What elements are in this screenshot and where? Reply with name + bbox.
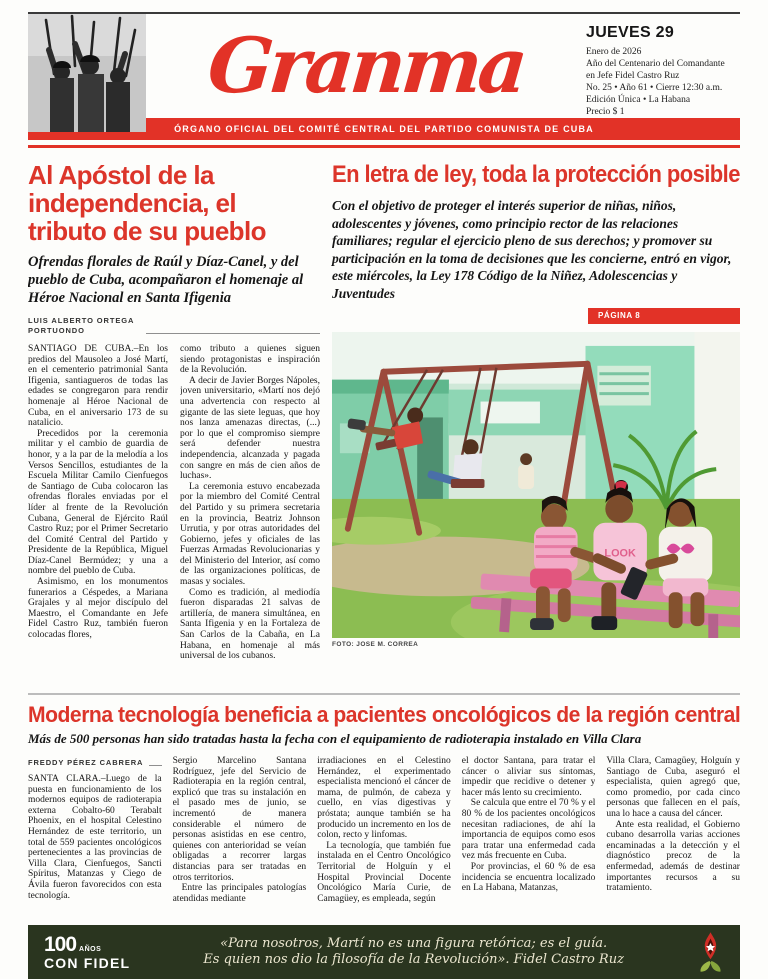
tech-byline-row (28, 758, 162, 768)
tech-body-col-3 (317, 756, 451, 916)
logo-con-fidel: CON FIDEL (44, 955, 131, 971)
revolutionaries-photo (28, 14, 146, 132)
paragraph: en Jefe Fidel Castro Ruz (586, 71, 680, 81)
masthead (28, 14, 740, 118)
tech-body-col-1 (28, 756, 162, 916)
front-page-main (28, 161, 740, 683)
article-tribute-marti (28, 161, 320, 683)
tech-body (28, 756, 740, 916)
paragraph: La tecnología, que también fue instalada en el Centro Oncológico Territorial de Holguín y el Hospital Provincial Docente Oncológico María Curie, de Camagüey, es empleada, según (317, 840, 451, 904)
paragraph: Se calcula que entre el 70 % y el 80 % de los pacientes oncológicos necesitan radiaciones, de ahí la importancia de equipos como esos para tratar una enfermedad cada vez más frecuente en Cuba. (461, 798, 596, 862)
tech-deck: Más de 500 personas han sido tratadas hasta la fecha con el equipamiento de radioterapia instalado en Villa Clara (28, 731, 642, 746)
paragraph: Sergio Marcelino Santana Rodríguez, jefe del Servicio de Radioterapia en la región central, explicó que tras su instalación en el pasado mes de junio, se incrementó de manera considerable el número de personas asistidas en ese centro, quienes con anterioridad se veían obligadas a recorrer largas distancias para ser tratadas en otros territorios. (172, 756, 307, 883)
lead-deck: Ofrendas florales de Raúl y Díaz-Canel, y del pueblo de Cuba, acompañaron el homenaje al Héroe Nacional en Santa Ifigenia (28, 254, 304, 306)
law-deck: Con el objetivo de proteger el interés superior de niñas, niños, adolescentes y jóvenes, como principio rector de las relaciones familiares; regular el ejercicio pleno de sus derechos; y promover su participación en la toma de decisiones que les concierne, entró en vigor, este miércoles, la Ley 178 Código de la Niñez, Adolescencias y Juventudes (332, 198, 732, 301)
paragraph: irradiaciones en el Celestino Hernández, el experimentado especialista mencionó el cáncer de mama, de pulmón, de cabeza y cuello, en vías digestivas y próstata; aunque también se ha producido un incremento en los de colon, recto y linfomas. (317, 756, 451, 841)
paragraph: Como es tradición, al mediodía fueron disparadas 21 salvas de artillería, de manera simultánea, en Santa Ifigenia y en la Fortaleza de San Carlos de la Cabaña, en La Habana, en homenaje al más universal de los cubanos. (180, 587, 320, 662)
paragraph: SANTA CLARA.–Luego de la puesta en funcionamiento de los modernos equipos de radioterapia externa Cobalto-60 Terabalt Phoenix, en el hospital Celestino Hernández de este territorio, un total de 559 pacientes oncológicos pertenecientes a las provincias de Villa Clara, Cienfuegos, Sancti Spíritus, Matanzas y Ciego de Ávila fueron favorecidos con esta tecnología. (28, 774, 162, 901)
granma-logotype: Granma (204, 21, 528, 110)
law-headline: En letra de ley, toda la protección posible (332, 161, 740, 188)
flame-leaves-emblem-icon (697, 931, 724, 973)
lead-byline-row (28, 316, 320, 336)
playground-photo (332, 332, 740, 638)
paragraph: La ceremonia estuvo encabezada por la miembro del Comité Central del Partido y su primera secretaria en la provincia, Beatriz Johnson Urrutia, y por otras autoridades del Gobierno, jefes y oficiales de las Fuerzas Armadas Revolucionarias y del Ministerio del Interior, así como de las organizaciones políticas, de masas y sociales. (180, 481, 320, 588)
revolutionaries-photo-art (28, 14, 146, 132)
edition-day: JUEVES 29 (586, 24, 675, 41)
quote-line-2: Es quien nos dio la filosofía de la Revolución». Fidel Castro Ruz (203, 952, 624, 967)
edition-info-lines (586, 46, 740, 118)
paragraph: Precedidos por la ceremonia militar y el cambio de guardia de honor, y a la par de la melodía a los Versos Sencillos, estudiantes de la Escuela Militar Camilo Cienfuegos de Santiago de Cuba colocaron las ofrendas florales enviadas por el líder al frente de la Revolución Cubana, General de Ejército Raúl Castro Ruz; por el Primer Secretario del Comité Central del Partido y Presidente de la República, Miguel Díaz-Canel Bermúdez; y una a nombre del pueblo de Cuba. (28, 428, 168, 577)
quote-line-1: «Para nosotros, Martí no es una figura retórica; es el guía. (220, 935, 608, 951)
paragraph: Enero de 2026 (586, 47, 642, 57)
logo-number: 100 (44, 933, 77, 956)
playground-photo-art (332, 332, 740, 638)
page-reference-badge: PÁGINA 8 (588, 308, 740, 324)
fidel-quote (142, 936, 685, 969)
article-oncology-technology (28, 702, 740, 916)
paragraph: como tributo a quienes siguen siendo protagonistas e inspiración de la Revolución. (180, 344, 320, 376)
paragraph: Villa Clara, Camagüey, Holguín y Santiago de Cuba, aseguró el especialista, quien agregó que, como promedio, por cada cinco personas que fallecen en el país, una lo hace a causa del cáncer. (606, 756, 740, 819)
100-anos-con-fidel-logo (44, 934, 130, 970)
paragraph: el doctor Santana, para tratar el cáncer o aliviar sus síntomas, impedir que recidive o detener y hacer más lento su crecimiento. (461, 756, 596, 798)
paragraph: Edición Única • La Habana (586, 95, 691, 105)
masthead-red-rule (28, 145, 740, 148)
shirt-text: LOOK (604, 547, 636, 560)
tech-byline: FREDDY PÉREZ CABRERA (28, 758, 144, 767)
section-divider-rule (28, 693, 740, 695)
paragraph: Precio $ 1 (586, 107, 625, 117)
paragraph: A decir de Javier Borges Nápoles, joven universitario, «Martí nos dejó una advertencia con respecto al gigante de las siete leguas, que hoy nos lanza amenazas directas, (...) por lo que el compromiso siempre será defender nuestra independencia, alcanzada y pagada con sangre en más de cien años de luchas». (180, 375, 320, 482)
lead-headline: Al Apóstol de la independencia, el tributo de su pueblo (28, 161, 266, 246)
paragraph: Entre las principales patologías atendidas mediante (172, 883, 307, 904)
lead-body-col-1 (28, 344, 168, 683)
paragraph: Año del Centenario del Comandante (586, 59, 725, 69)
paragraph: Ante esta realidad, el Gobierno cubano desarrolla varias acciones encaminadas a la detección y el diagnóstico precoz de la enfermedad, además de destinar importantes recursos a su tratamiento. (606, 819, 740, 894)
tagline-text: ÓRGANO OFICIAL DEL COMITÉ CENTRAL DEL PARTIDO COMUNISTA DE CUBA (174, 124, 594, 134)
paragraph: Asimismo, en los monumentos funerarios a Céspedes, a Mariana Grajales y al mejor discípulo del Maestro, el Comandante en Jefe Fidel Castro Ruz, también fueron colocadas flores, (28, 577, 168, 641)
lead-body (28, 344, 320, 683)
tech-body-col-4 (462, 756, 596, 916)
lead-body-col-2 (180, 344, 320, 683)
paragraph: No. 25 • Año 61 • Cierre 12:30 a.m. (586, 83, 723, 93)
article-children-law (332, 161, 740, 683)
byline-rule (146, 333, 320, 334)
tech-body-col-2 (173, 756, 307, 916)
paragraph: Por provincias, el 60 % de esa incidencia se encuentra localizado en La Habana, Matanzas, (461, 861, 596, 894)
logo-anos: AÑOS (79, 946, 102, 953)
tech-body-col-5 (606, 756, 740, 916)
page-badge-row (332, 308, 740, 324)
photo-credit: FOTO: JOSE M. CORREA (332, 641, 419, 648)
masthead-info (586, 14, 740, 118)
lead-byline: LUIS ALBERTO ORTEGA PORTUONDO (28, 316, 134, 335)
byline-rule (149, 765, 161, 766)
paragraph: SANTIAGO DE CUBA.–En los predios del Mausoleo a José Martí, en el cementerio patrimonial Santa Ifigenia, santiagueros de todas las edades se congregaron para rendir homenaje al Héroe Nacional de Cuba, en el aniversario 173 de su natalicio. (28, 344, 168, 429)
tech-headline: Moderna tecnología beneficia a pacientes oncológicos de la región central (28, 702, 741, 727)
fidel-quote-bar (28, 925, 740, 979)
